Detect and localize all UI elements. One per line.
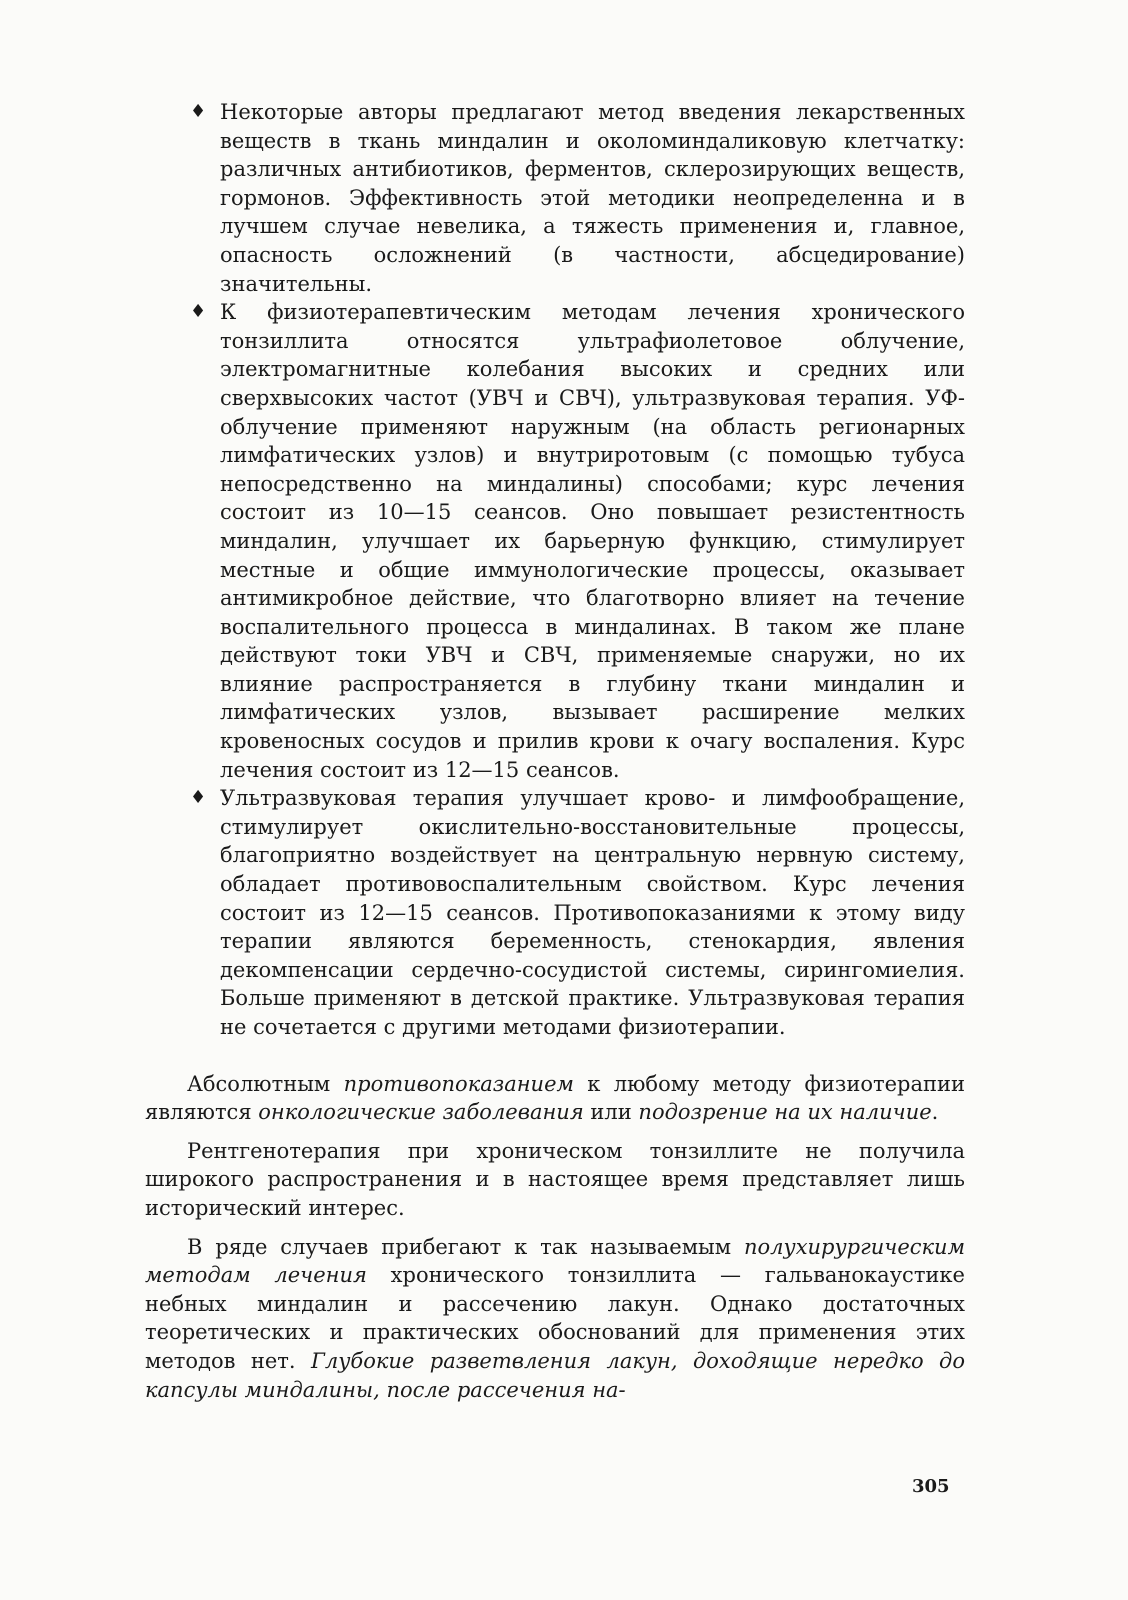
text-run: Абсолютным: [187, 1071, 344, 1096]
italic-term: полухирургическим методам лечения: [145, 1234, 965, 1288]
text-run: В ряде случаев прибегают к так называемым: [187, 1234, 744, 1259]
paragraph-radiotherapy: [145, 1137, 965, 1223]
diamond-bullet-icon: ♦: [190, 101, 207, 122]
diamond-bullet-icon: ♦: [190, 787, 207, 809]
bullet-item-injection-methods: [145, 98, 965, 298]
bullet-item-ultrasound-therapy: [145, 784, 965, 1041]
bullet-item-physiotherapy: [145, 298, 965, 784]
text-run: к любому методу физиотерапии являются: [145, 1071, 965, 1125]
diamond-bullet-icon: ♦: [190, 301, 207, 323]
text-run: .: [931, 1100, 939, 1125]
bullet-list: [145, 98, 965, 1042]
page-number: 305: [912, 1476, 950, 1497]
bullet-text: К физиотерапевтическим методам лечения хронического тонзиллита относятся ультрафиолетовое облучение, электромагнитные колебания высоких и средних или сверхвысоких частот (УВЧ и СВЧ), ультразвуковая терапия. УФ-облучение применяют наружным (на область регионарных лимфатических узлов) и внутриротовым (с помощью тубуса непосредственно на миндалины) способами; курс лечения состоит из 10—15 сеансов. Оно повышает резистентность миндалин, улучшает их барьерную функцию, стимулирует местные и общие иммунологические процессы, оказывает антимикробное действие, что благотворно влияет на течение воспалительного процесса в миндалинах. В таком же плане действуют токи УВЧ и СВЧ, применяемые снаружи, но их влияние распространяется в глубину ткани миндалин и лимфатических узлов, вызывает расширение мелких кровеносных сосудов и прилив крови к очагу воспаления. Курс лечения состоит из 12—15 сеансов.: [220, 300, 965, 782]
text-run: или: [583, 1100, 639, 1125]
text-run: Рентгенотерапия при хроническом тонзиллите не получила широкого распространения и в настоящее время представляет лишь исторический интерес.: [145, 1138, 965, 1220]
page-text-body: [145, 98, 965, 1404]
paragraph-contraindications: [145, 1070, 965, 1127]
text-run: хронического тонзиллита — гальванокаустике небных миндалин и рассечению лакун. Однако достаточных теоретических и практических обоснований для применения этих методов нет.: [145, 1263, 965, 1373]
bullet-text: Ультразвуковая терапия улучшает крово- и лимфообращение, стимулирует окислительно-восстановительные процессы, благоприятно воздействует на центральную нервную систему, обладает противовоспалительным свойством. Курс лечения состоит из 12—15 сеансов. Противопоказаниями к этому виду терапии являются беременность, стенокардия, явления декомпенсации сердечно-сосудистой системы, сирингомиелия. Больше применяют в детской практике. Ультразвуковая терапия не сочетается с другими методами физиотерапии.: [220, 786, 965, 1039]
italic-term: противопоказанием: [343, 1071, 574, 1096]
bullet-text: Некоторые авторы предлагают метод введения лекарственных веществ в ткань миндалин и околоминдаликовую клетчатку: различных антибиотиков, ферментов, склерозирующих веществ, гормонов. Эффективность этой методики неопределенна и в лучшем случае невелика, а тяжесть применения и, главное, опасность осложнений (в частности, абсцедирование) значительны.: [220, 100, 965, 296]
italic-term: Глубокие разветвления лакун, доходящие нередко до капсулы миндалины, после рассечения на-: [145, 1348, 965, 1402]
italic-term: подозрение на их наличие: [638, 1100, 932, 1125]
paragraph-semi-surgical: [145, 1233, 965, 1405]
italic-term: онкологические заболевания: [258, 1100, 584, 1125]
